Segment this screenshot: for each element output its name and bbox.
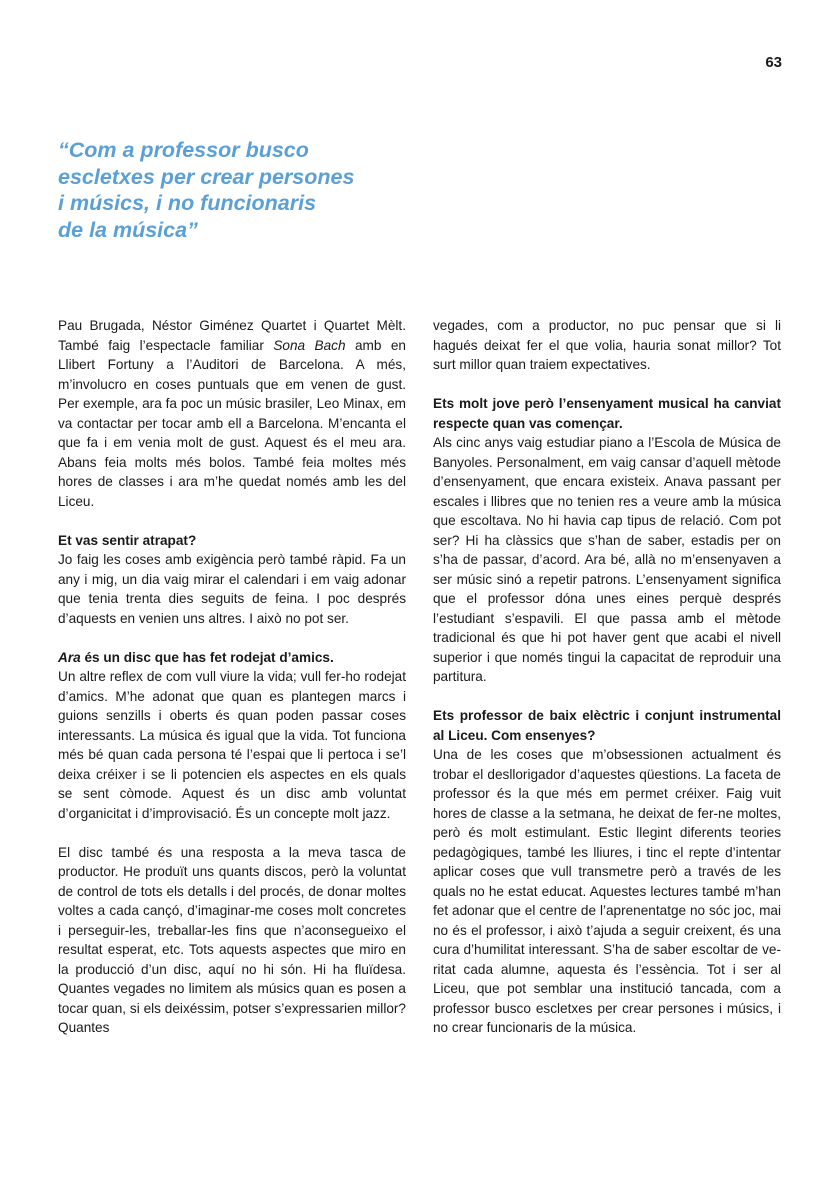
pull-quote-line: escletxes per crear persones [58, 164, 355, 189]
show-title: Sona Bach [273, 337, 346, 353]
spacer [433, 687, 781, 707]
spacer [58, 823, 406, 843]
body-paragraph: El disc també és una resposta a la meva tasca de productor. He produït uns quants discos, però la voluntat de control de tots els detalls i del procés, de donar moltes voltes a cada cançó, d’imaginar-me coses molt concretes i perseguir-les, treballar-les fins que n’aconsegueixo el resultat esperat, etc. Tots aquests aspectes que miro en la producció d’un disc, aquí no hi són. Hi ha fluïdesa. Quantes vegades no limitem als músics quan es posen a tocar quan, si els deixéssim, potser s’expressarien millor? Quantes [58, 844, 406, 1035]
answer-paragraph: Jo faig les coses amb exigència però també ràpid. Fa un any i mig, un dia vaig mirar el calendari i em vaig adonar que tenia trenta dies seguits de feina. I poc després d’aquests en venien uns altres. I això no pot ser. [58, 552, 406, 626]
question-heading: Ets professor de baix elèctric i conjunt instrumental al Liceu. Com ensenyes? [433, 708, 781, 743]
album-title: Ara [58, 649, 81, 665]
left-column [58, 316, 406, 1038]
spacer [433, 375, 781, 395]
continuation-paragraph: vegades, com a productor, no puc pensar que si li hagués deixat fer el que volia, hauria sonat millor? Tot surt millor quan traiem expectatives. [433, 318, 781, 372]
pull-quote [58, 137, 388, 243]
intro-paragraph: Pau Brugada, Néstor Giménez Quartet i Quartet Mèlt. També faig l’espectacle familiar Sona Bach amb en Llibert Fortuny a l’Auditori de Barcelona. A més, m’involucro en coses puntuals que em venen de gust. Per exemple, ara fa poc un músic brasiler, Leo Minax, em va contactar per tocar amb ell a Barcelona. M’encanta el que fa i em venia molt de gust. Aquest és el meu ara. Abans feia molts més bolos. També feia moltes més hores de classes i ara m’he quedat només amb les del Liceu. [58, 318, 406, 509]
answer-paragraph: Un altre reflex de com vull viure la vida; vull fer-ho rodejat d’amics. M’he adonat que quan es plantegen marcs i guions senzills i oberts és quan poden passar coses interessants. La música és igual que la vida. Tot funciona més bé quan cada persona té l’espai que li pertoca i se’l deixa créixer i se li potencien els aspectes en els quals se sent còmode. Aquest és un disc amb voluntat d’organicitat i d’improvisació. És un concepte molt jazz. [58, 669, 406, 821]
pull-quote-line: i músics, i no funcionaris [58, 191, 317, 215]
question-heading: Ets molt jove però l’ensenyament musical ha canviat respecte quan vas començar. [433, 396, 781, 431]
pull-quote-line: de la música” [58, 217, 198, 242]
spacer [58, 511, 406, 531]
right-column [433, 316, 781, 1038]
question-heading: Et vas sentir atrapat? [58, 532, 197, 548]
answer-paragraph: Als cinc anys vaig estudiar piano a l’Escola de Música de Banyoles. Personalment, em vaig cansar d’aquell mètode d’ensenyament, que encara existeix. Anava passant per escales i llibres que no tenien res a veure amb la música que escoltava. No hi havia cap tipus de relació. Com pot ser? Hi ha clàssics que s’han de saber, estadis per on s’ha de passar, d’acord. Ara bé, allà no m’ensenyaven a ser músic sinó a repetir patrons. L’ensenyament significa que el professor dóna unes eines perquè després l’estudiant s’espavili. El que passa amb el mètode tradicional és que hi pot haver gent que acabi el nivell superior i que només tingui la capacitat de reproduir una partitura. [433, 435, 781, 684]
answer-paragraph: Una de les coses que m’obsessionen actualment és trobar el desllorigador d’aquestes qüestions. La faceta de professor és la que més em permet créixer. Faig vuit hores de classe a la setmana, he deixat de fer-ne moltes, però és molt estimulant. Estic llegint diferents teories pedagògiques, també les lliures, i tinc el repte d’intentar aplicar coses que vull transmetre però a través de les quals no he estat educat. Aquestes lectures també m’han fet adonar que el centre de l’aprenentatge no sóc joc, mai no és el professor, i això t’ajuda a seguir creixent, és una cura d’humilitat interessant. S’ha de saber escoltar de veritat cada alumne, aquesta és l’essència. Tot i ser al Liceu, que pot semblar una institució tancada, com a professor busco escletxes per crear persones i músics, i no crear funcionaris de la música. [433, 747, 781, 1035]
pull-quote-line: “Com a professor busco [58, 138, 309, 162]
spacer [58, 628, 406, 648]
question-heading: Ara és un disc que has fet rodejat d’amics. [58, 649, 334, 665]
page-number: 63 [765, 54, 782, 71]
